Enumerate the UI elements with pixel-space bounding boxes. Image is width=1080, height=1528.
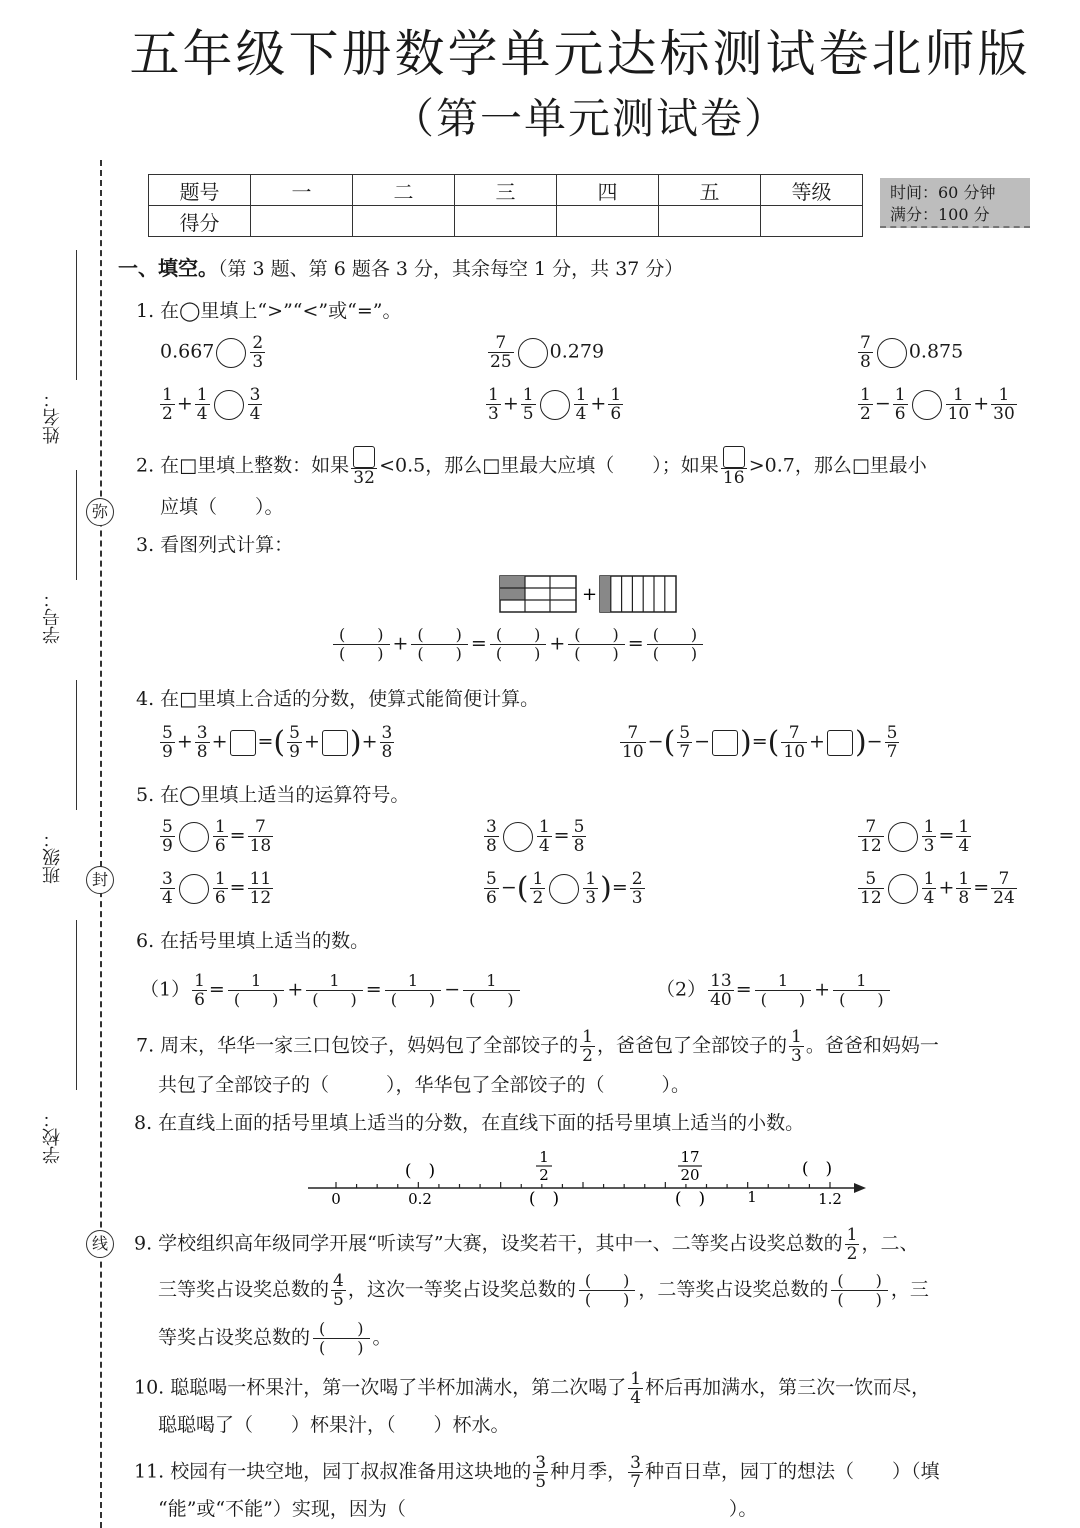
- blank-below-17-20[interactable]: ( ): [674, 1189, 706, 1209]
- q1-item-e: $\frac{1}{3}$ + $\frac{1}{5}$ $\frac{1}{4}$ + $\frac{1}{6}$: [488, 385, 622, 424]
- svg-text:17: 17: [680, 1148, 700, 1166]
- tick-0.2: 0.2: [408, 1190, 432, 1208]
- score-header: 五: [659, 175, 761, 206]
- q11-line1: 11. 校园有一块空地，园丁叔叔准备用这块地的 $\frac{3}{5}$ 种月季， $\frac{3}{7}$ 种百日草，园丁的想法（ ）（填: [134, 1454, 940, 1491]
- q10-line1: 10. 聪聪喝一杯果汁，第一次喝了半杯加满水，第二次喝了 $\frac{1}{4}$ 杯后再加满水，第三次一饮而尽，: [134, 1370, 931, 1407]
- q4-prompt: 4. 在□里填上合适的分数，使算式能简便计算。: [136, 688, 540, 710]
- q4-expr-1: $\frac{5}{9}$ + $\frac{3}{8}$ + =( $\frac{5}{9}$ + )+ $\frac{3}{8}$: [162, 723, 393, 762]
- score-header: 四: [557, 175, 659, 206]
- blank-above-0.2[interactable]: ( ): [404, 1161, 436, 1181]
- decimal: 0.667: [160, 340, 215, 363]
- q6-part1: （1） $\frac{1}{6}$ = 1 ( ) + 1 ( ) = 1 ( ) − 1 ( ): [140, 972, 523, 1009]
- page-title: 五年级下册数学单元达标测试卷北师版: [129, 25, 1031, 83]
- seal-feng: 封: [86, 866, 114, 894]
- q7-line1: 7. 周末，华华一家三口包饺子，妈妈包了全部饺子的 $\frac{1}{2}$ ，爸爸包了全部饺子的 $\frac{1}{3}$ 。爸爸和妈妈一: [136, 1028, 939, 1065]
- score-table: [148, 174, 863, 237]
- q5-item: $\frac{5}{6}$ −( $\frac{1}{2}$ $\frac{1}{3}$ )= $\frac{2}{3}$: [486, 869, 643, 908]
- score-header: 三: [455, 175, 557, 206]
- q10-line2: 聪聪喝了（ ）杯果汁，（ ）杯水。: [158, 1414, 510, 1436]
- q1-item-c: [856, 334, 963, 371]
- q5-item: $\frac{5}{12}$ $\frac{1}{4}$ + $\frac{1}{8}$ = $\frac{7}{24}$: [860, 869, 1015, 908]
- fraction-with-box: 16: [721, 446, 747, 487]
- score-header: 题号: [149, 175, 251, 206]
- tick-1: 1: [747, 1188, 757, 1206]
- decimal: 0.875: [908, 340, 964, 363]
- q2-line1: 2. 在□里填上整数：如果 32 <0.5，那么□里最大应填（ ）；如果 16 >0.7，那么□里最小: [136, 446, 1036, 487]
- q5-item: $\frac{7}{12}$ $\frac{1}{3}$ = $\frac{1}{4}$: [860, 817, 970, 856]
- q9-line3: 等奖占设奖总数的 ( ) ( ) 。: [158, 1319, 392, 1357]
- label-17-20: [678, 1148, 702, 1184]
- score-cell[interactable]: [353, 206, 455, 237]
- score-header: 一: [251, 175, 353, 206]
- q9-line1: 9. 学校组织高年级同学开展“听读写”大赛，设奖若干，其中一、二等奖占设奖总数的 $\frac{1}{2}$ ，二、: [134, 1226, 919, 1263]
- page-subtitle: （第一单元测试卷）: [391, 94, 788, 143]
- svg-text:20: 20: [680, 1166, 700, 1184]
- svg-text:2: 2: [539, 1166, 549, 1184]
- answer-circle[interactable]: [877, 338, 907, 368]
- blank-above-1.2[interactable]: ( ): [801, 1159, 833, 1179]
- class-label: 班级：: [42, 830, 63, 884]
- fraction: $\frac{7}{25}$: [490, 333, 512, 372]
- id-blank-line[interactable]: [76, 470, 77, 580]
- q1-prompt: 1. 在◯里填上“>”“<”或“=”。: [136, 300, 402, 322]
- q8-prompt: 8. 在直线上面的括号里填上适当的分数，在直线下面的括号里填上适当的小数。: [134, 1112, 805, 1134]
- section1-heading-row: [118, 252, 683, 281]
- score-cell[interactable]: [557, 206, 659, 237]
- svg-text:1: 1: [539, 1148, 549, 1166]
- q1-item-f: $\frac{1}{2}$ − $\frac{1}{6}$ $\frac{1}{10}$ + $\frac{1}{30}$: [860, 385, 1015, 424]
- blank-below-half[interactable]: ( ): [528, 1189, 560, 1209]
- answer-box[interactable]: [230, 730, 256, 756]
- answer-box[interactable]: [712, 730, 738, 756]
- q5-prompt: 5. 在◯里填上适当的运算符号。: [136, 784, 410, 806]
- decimal: 0.279: [549, 340, 605, 363]
- answer-box[interactable]: [322, 730, 348, 756]
- q5-item: $\frac{3}{8}$ $\frac{1}{4}$ = $\frac{5}{8}$: [486, 817, 585, 856]
- tick-1.2: 1.2: [818, 1190, 842, 1208]
- fraction-with-box: 32: [351, 446, 377, 487]
- section1-note: （第 3 题、第 6 题各 3 分，其余每空 1 分，共 37 分）: [218, 258, 684, 280]
- answer-circle[interactable]: [214, 390, 244, 420]
- q3-figure: [496, 572, 682, 616]
- score-cell[interactable]: [761, 206, 863, 237]
- q11-line2: “能”或“不能”）实现，因为（ ）。: [158, 1498, 758, 1520]
- q5-item: $\frac{3}{4}$ $\frac{1}{6}$ = $\frac{11}{12}$: [162, 869, 272, 908]
- q2-line2: 应填（ ）。: [160, 496, 284, 518]
- seal-xian: 线: [86, 1230, 114, 1258]
- q6-part2: （2） $\frac{13}{40}$ = 1 ( ) + 1 ( ): [656, 972, 893, 1009]
- school-blank-line[interactable]: [76, 920, 77, 1090]
- q3-prompt: 3. 看图列式计算：: [136, 534, 294, 556]
- section1-heading: 一、填空。: [118, 256, 218, 280]
- answer-circle[interactable]: [912, 390, 942, 420]
- answer-circle[interactable]: [518, 338, 548, 368]
- answer-box[interactable]: [827, 730, 853, 756]
- q4-expr-2: $\frac{7}{10}$ −( $\frac{5}{7}$ − )=( $\frac{7}{10}$ + )− $\frac{5}{7}$: [622, 723, 898, 762]
- q7-line2: 共包了全部饺子的（ ），华华包了全部饺子的（ ）。: [158, 1074, 691, 1096]
- q6-prompt: 6. 在括号里填上适当的数。: [136, 930, 370, 952]
- q5-item: $\frac{5}{9}$ $\frac{1}{6}$ = $\frac{7}{18}$: [162, 817, 272, 856]
- name-blank-line[interactable]: [76, 250, 77, 380]
- number-line: [300, 1142, 880, 1212]
- score-header: 等级: [761, 175, 863, 206]
- id-label: 学号：: [42, 590, 63, 644]
- score-cell[interactable]: [455, 206, 557, 237]
- seal-mi: 弥: [86, 498, 114, 526]
- score-header: 二: [353, 175, 455, 206]
- plus-sign: +: [582, 584, 598, 605]
- label-half: [536, 1148, 552, 1184]
- name-label: 姓名：: [42, 390, 63, 444]
- full-score: 满分：100 分: [890, 205, 990, 224]
- q1-item-b: [486, 334, 604, 371]
- answer-circle[interactable]: [216, 338, 246, 368]
- q1-item-d: $\frac{1}{2}$ + $\frac{1}{4}$ $\frac{3}{4}$: [162, 385, 261, 424]
- time-box: [880, 178, 1030, 228]
- school-label: 学校：: [42, 1110, 63, 1164]
- score-cell[interactable]: [659, 206, 761, 237]
- time-limit: 时间：60 分钟: [890, 183, 996, 202]
- q3-equation: ( ) ( ) + ( ) ( ) = ( ) ( ) + ( ) ( ) = ( ) ( ): [330, 626, 706, 663]
- score-row-label: 得分: [149, 206, 251, 237]
- answer-circle[interactable]: [540, 390, 570, 420]
- q1-item-a: [160, 334, 267, 371]
- class-blank-line[interactable]: [76, 680, 77, 810]
- q9-line2: 三等奖占设奖总数的 $\frac{4}{5}$ ，这次一等奖占设奖总数的 ( ) ( ) ，二等奖占设奖总数的 ( ) ( ) ，三: [158, 1272, 929, 1309]
- fraction: $\frac{7}{8}$: [860, 333, 871, 372]
- binding-dashed-line: [100, 160, 102, 1528]
- grid-right: [600, 576, 676, 612]
- grid-left: [500, 576, 576, 612]
- tick-0: 0: [331, 1190, 341, 1208]
- fraction: $\frac{2}{3}$: [252, 333, 264, 372]
- score-cell[interactable]: [251, 206, 353, 237]
